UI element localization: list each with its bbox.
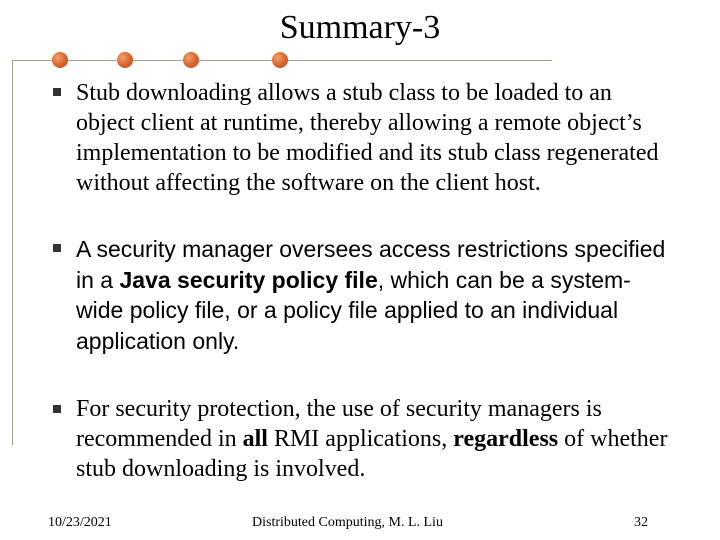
footer-course: Distributed Computing, M. L. Liu xyxy=(252,515,443,530)
bullet-3-bold-term: regardless xyxy=(453,426,559,452)
left-rule-line xyxy=(12,60,13,445)
bullet-3-text-part: For security protection, the use of security managers is recommended in xyxy=(76,396,602,452)
bullet-3-bold-term: all xyxy=(242,426,268,452)
bullet-1-text: Stub downloading allows a stub class to be loaded to an object client at runtime, thereby allowing a remote object’s implementation to be modified and its stub class regenerated without affecting the software on the client host. xyxy=(76,80,659,196)
bullet-2-bold-term: Java security policy file xyxy=(119,266,378,293)
decorative-dot xyxy=(117,52,133,68)
bullet-square-icon xyxy=(53,244,61,252)
bullet-2-text-part: A security manager oversees access restrictions specified in a xyxy=(76,236,666,293)
decorative-dot xyxy=(272,52,288,68)
bullet-3-text-part: RMI applications, xyxy=(267,426,454,452)
bullet-2-text-part: , which can be a system-wide policy file, or a policy file applied to an individual application only. xyxy=(76,266,631,354)
bullet-text-2 xyxy=(76,234,676,356)
bullet-text-1 xyxy=(76,78,676,198)
bullet-square-icon xyxy=(53,405,61,413)
bullet-3-text-part: of whether stub downloading is involved. xyxy=(76,426,668,482)
bullet-text-3 xyxy=(76,394,676,484)
footer-page-number: 32 xyxy=(634,515,648,530)
decorative-dot xyxy=(52,52,68,68)
decorative-dot xyxy=(183,52,199,68)
bullet-square-icon xyxy=(53,88,61,96)
slide-title: Summary-3 xyxy=(279,9,441,46)
footer-date: 10/23/2021 xyxy=(48,515,112,530)
